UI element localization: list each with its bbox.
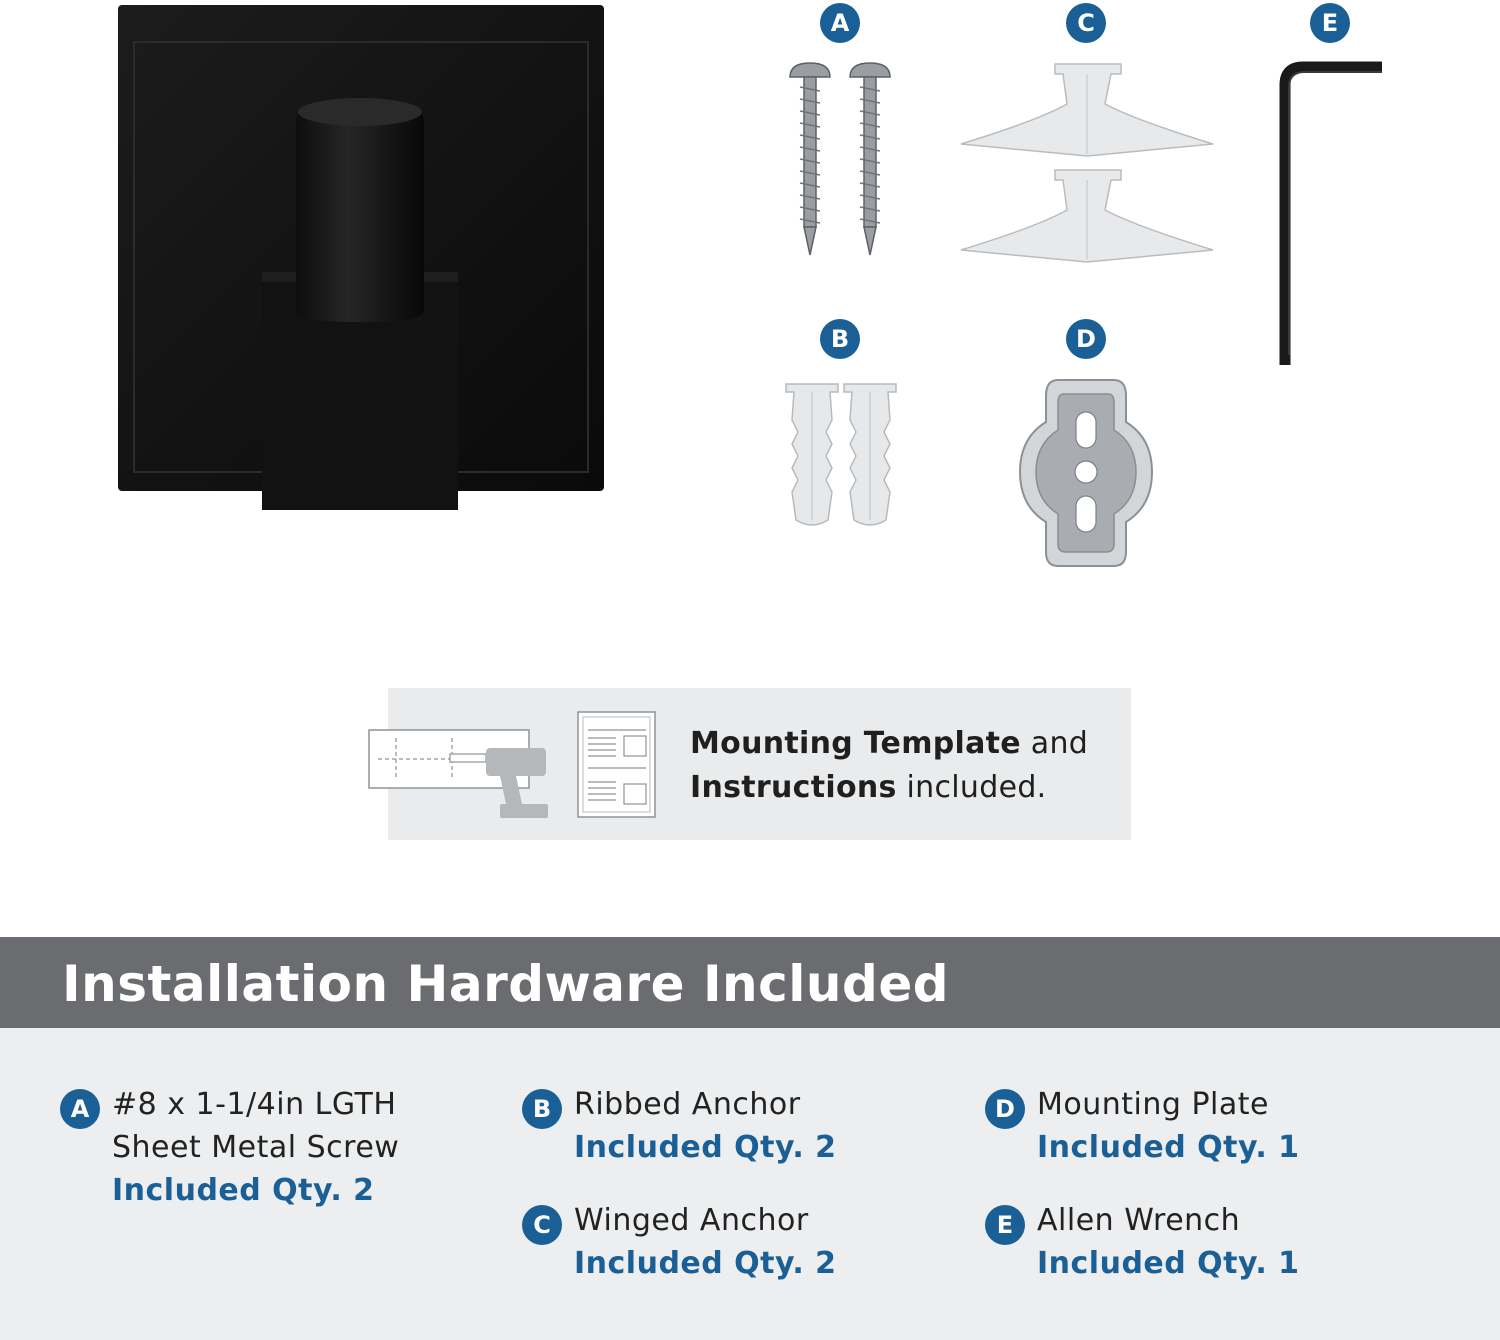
label-c-badge: C	[1066, 3, 1106, 43]
item-b-name: Ribbed Anchor	[574, 1087, 801, 1122]
mounting-plate-illustration	[1018, 376, 1154, 570]
section-title: Installation Hardware Included	[62, 955, 950, 1013]
template-rest-2: included.	[896, 770, 1047, 805]
item-b-badge: B	[522, 1089, 562, 1129]
allen-wrench-illustration	[1270, 55, 1390, 375]
template-rest-1: and	[1020, 726, 1089, 761]
item-a-qty: Included Qty. 2	[112, 1173, 375, 1208]
label-e-badge: E	[1310, 3, 1350, 43]
item-d-badge: D	[985, 1089, 1025, 1129]
template-bold-1: Mounting Template	[690, 726, 1021, 761]
label-b-badge: B	[820, 319, 860, 359]
label-a-badge: A	[820, 3, 860, 43]
item-b-qty: Included Qty. 2	[574, 1130, 837, 1165]
drill-template-icon	[366, 726, 556, 822]
item-c-qty: Included Qty. 2	[574, 1246, 837, 1281]
item-e-qty: Included Qty. 1	[1037, 1246, 1300, 1281]
item-c-badge: C	[522, 1205, 562, 1245]
item-d-qty: Included Qty. 1	[1037, 1130, 1300, 1165]
item-c-name: Winged Anchor	[574, 1203, 809, 1238]
sheet-metal-screw-illustration	[780, 55, 900, 265]
instructions-document-icon	[576, 710, 658, 820]
item-e-badge: E	[985, 1205, 1025, 1245]
robe-hook-illustration	[0, 0, 620, 530]
ribbed-anchor-illustration	[780, 380, 900, 530]
item-e-name: Allen Wrench	[1037, 1203, 1241, 1238]
item-a-badge: A	[60, 1089, 100, 1129]
item-a-name-line2: Sheet Metal Screw	[112, 1130, 400, 1165]
label-d-badge: D	[1066, 319, 1106, 359]
item-d-name: Mounting Plate	[1037, 1087, 1269, 1122]
template-bold-2: Instructions	[690, 770, 897, 805]
template-description	[690, 722, 1120, 810]
item-a-name-line1: #8 x 1-1/4in LGTH	[112, 1087, 397, 1122]
winged-anchor-illustration	[955, 60, 1220, 270]
